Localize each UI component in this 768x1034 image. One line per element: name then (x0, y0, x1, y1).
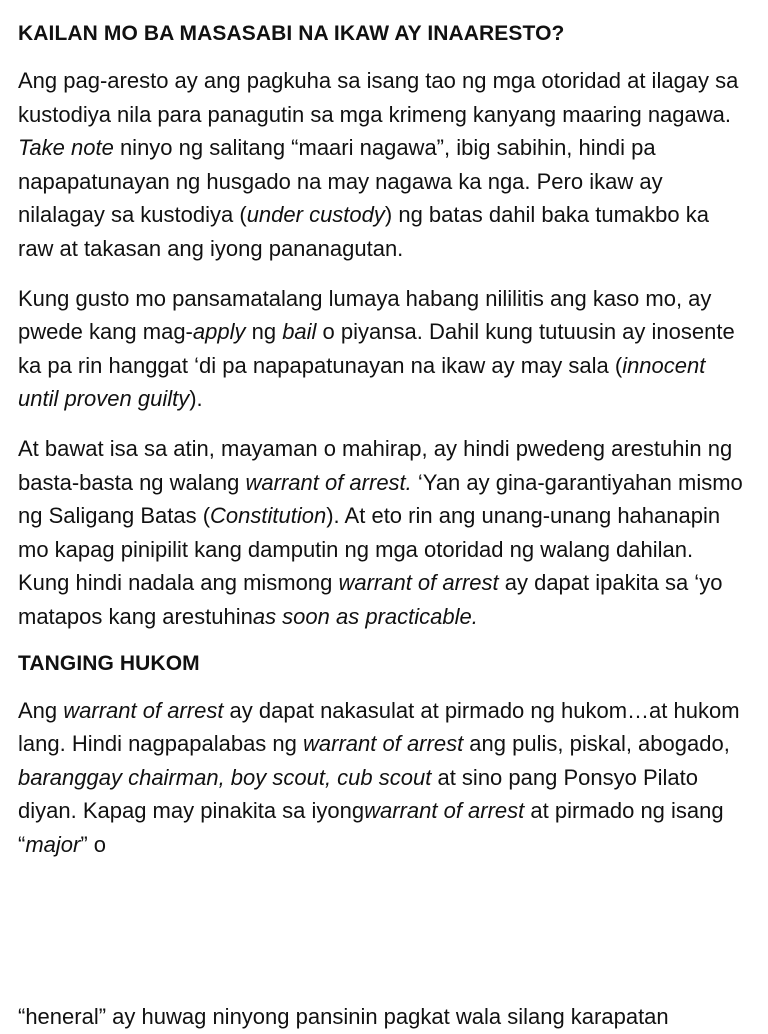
italic-text-run: bail (282, 319, 317, 345)
text-run: o piyansa. Dahil kung tutuusin ay inosente ka pa rin hanggat ‘di pa napapatunayan na ikaw ay may sala ( (18, 319, 735, 378)
paragraph-judge-only (18, 694, 750, 862)
text-run: ‘Yan ay gina-garantiyahan mismo ng Saligang Batas ( (18, 469, 743, 529)
text-run: ay dapat nakasulat at pirmado ng hukom…at hukom lang. Hindi nagpapalabas ng (18, 697, 740, 757)
italic-text-run: warrant of arrest (364, 798, 525, 824)
italic-text-run: major (25, 831, 81, 857)
italic-text-run: baranggay chairman, boy scout, cub scout (18, 764, 432, 790)
cutoff-text-line: “heneral” ay huwag ninyong pansinin pagkat wala silang karapatan (18, 1004, 669, 1029)
italic-text-run: Constitution (210, 503, 327, 529)
italic-text-run: warrant of arrest (338, 570, 499, 596)
italic-text-run: warrant of arrest (63, 697, 224, 723)
italic-text-run: warrant of arrest. (245, 469, 412, 495)
italic-text-run: warrant of arrest (303, 731, 464, 757)
text-run: ng (245, 319, 283, 345)
text-run: ). At eto rin ang unang-unang hahanapin mo kapag pinipilit kang damputin ng mga otoridad ng walang dahilan. Kung hindi nadala ang mismong (18, 503, 721, 596)
text-run: ” o (80, 831, 107, 857)
text-run: Ang pag-aresto ay ang pagkuha sa isang tao ng mga otoridad at ilagay sa kustodiya nila para panagutin sa mga krimeng kanyang maaring nagawa. (18, 68, 739, 127)
paragraph-arrest-definition (18, 64, 750, 266)
text-run: ang pulis, piskal, abogado, (463, 731, 730, 757)
text-run: ). (189, 386, 203, 412)
italic-text-run: innocent until proven guilty (18, 352, 706, 412)
text-run: Ang (18, 697, 64, 723)
document-page (18, 20, 750, 877)
italic-text-run: under custody (246, 202, 385, 228)
paragraph-bail (18, 282, 750, 416)
paragraph-warrant (18, 432, 750, 634)
section-heading-arrest: KAILAN MO BA MASASABI NA IKAW AY INAARESTO? (18, 22, 565, 45)
text-run: ) ng batas dahil baka tumakbo ka raw at takasan ang iyong pananagutan. (18, 202, 709, 261)
italic-text-run: Take note (18, 135, 114, 161)
italic-text-run: as soon as practicable. (252, 603, 478, 629)
text-run: Kung gusto mo pansamatalang lumaya habang nililitis ang kaso mo, ay pwede kang mag- (18, 285, 712, 345)
text-run: At bawat isa sa atin, mayaman o mahirap, ay hindi pwedeng arestuhin ng basta-basta ng walang (18, 435, 733, 495)
text-run: at sino pang Ponsyo Pilato diyan. Kapag may pinakita sa iyong (18, 764, 698, 824)
italic-text-run: apply (192, 319, 246, 345)
text-run: ay dapat ipakita sa ‘yo matapos kang arestuhin (18, 570, 723, 629)
text-run: ninyo ng salitang “maari nagawa”, ibig sabihin, hindi pa napapatunayan ng husgado na may nagawa ka nga. Pero ikaw ay nilalagay sa kustodiya ( (18, 135, 663, 228)
section-heading-judge: TANGING HUKOM (18, 651, 200, 675)
text-run: at pirmado ng isang “ (18, 798, 724, 857)
